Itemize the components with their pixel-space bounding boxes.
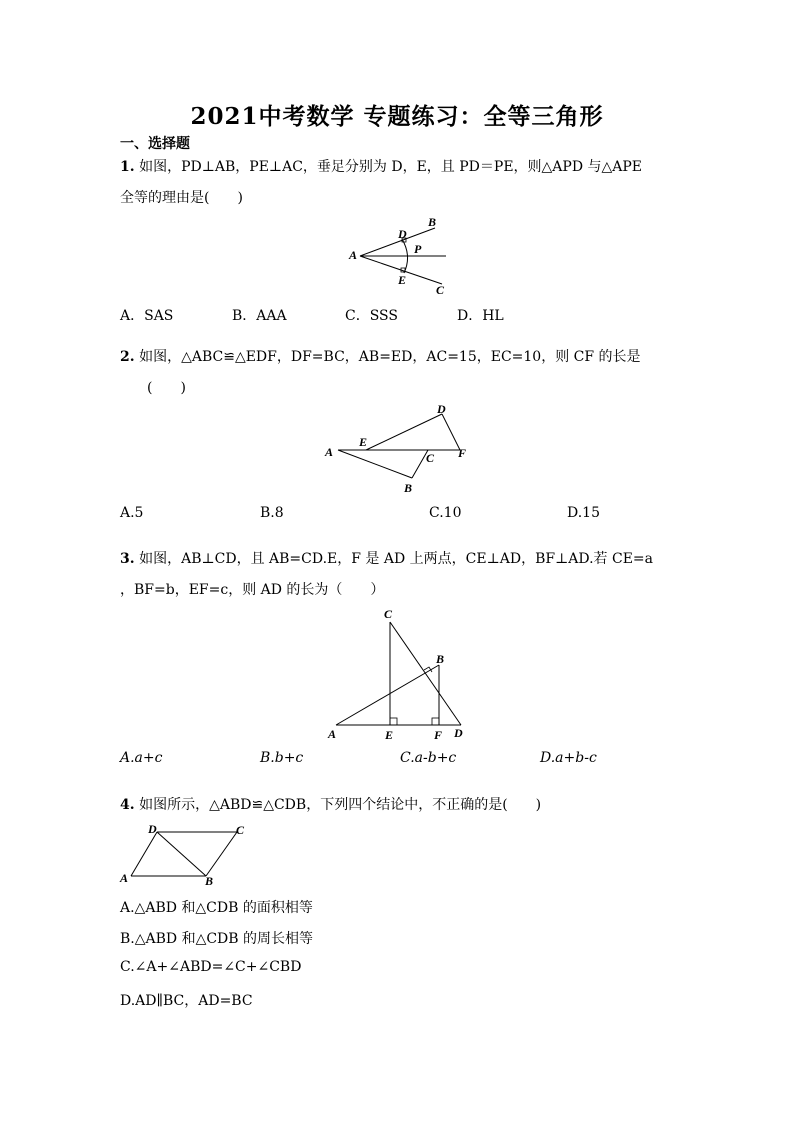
q2-option-d[interactable]: D.15 [567,505,600,521]
label-A: A [325,445,334,459]
q1-option-c[interactable]: C．SSS [345,308,398,324]
page-title: 2021中考数学 专题练习：全等三角形 [190,103,604,130]
label-B: B [205,874,214,888]
label-C: C [236,823,245,837]
question-1-stem: 1. 如图，PD⊥AB，PE⊥AC，垂足分别为 D，E，且 PD＝PE，则△APD 与△APE [120,159,643,175]
question-3 [120,544,680,606]
label-A: A [328,727,337,741]
question-2-stem-line2: ( ) [147,380,186,396]
q3-option-c[interactable]: C.a-b+c [400,750,457,766]
label-P: P [414,242,422,256]
label-F: F [458,446,467,460]
q1-option-a[interactable]: A．SAS [120,308,174,324]
q2-option-b[interactable]: B.8 [260,505,284,521]
label-B: B [404,481,413,495]
q3-option-a[interactable]: A.a+c [120,750,163,766]
question-2-figure [318,398,478,498]
label-C: C [384,607,393,621]
label-A: A [349,248,358,262]
q2-option-a[interactable]: A.5 [120,505,144,521]
label-B: B [428,215,437,229]
question-1 [120,152,680,214]
q4-option-b[interactable]: B.△ABD 和△CDB 的周长相等 [120,931,314,947]
q3-option-d[interactable]: D.a+b-c [540,750,597,766]
label-D: D [437,402,446,416]
label-D: D [148,822,157,836]
label-C: C [426,451,435,465]
label-E: E [398,273,407,287]
q1-option-b[interactable]: B．AAA [232,308,287,324]
q1-option-d[interactable]: D．HL [457,308,504,324]
question-4 [120,790,680,821]
question-1-figure [340,212,470,297]
question-1-stem-line2: 全等的理由是( ) [120,190,243,206]
label-B: B [436,652,445,666]
q4-option-a[interactable]: A.△ABD 和△CDB 的面积相等 [120,900,313,916]
question-3-stem-line2: ，BF=b，EF=c，则 AD 的长为（ ） [120,582,385,598]
q4-option-c[interactable]: C.∠A+∠ABD=∠C+∠CBD [120,959,302,975]
q3-option-b[interactable]: B.b+c [260,750,304,766]
question-2-stem: 2. 如图，△ABC≌△EDF，DF=BC，AB=ED，AC=15，EC=10，则 CF 的长是 [120,349,641,365]
q4-option-d[interactable]: D.AD∥BC，AD=BC [120,993,253,1009]
label-F: F [434,728,443,742]
label-D: D [454,726,463,740]
question-2 [120,342,680,404]
label-E: E [359,435,368,449]
label-A: A [120,871,129,885]
q2-option-c[interactable]: C.10 [429,505,462,521]
section-heading: 一、选择题 [120,136,190,152]
question-3-stem: 3. 如图，AB⊥CD，且 AB=CD.E，F 是 AD 上两点，CE⊥AD，BF⊥AD.若 CE=a [120,551,654,567]
label-D: D [398,227,407,241]
question-4-figure [112,820,262,890]
question-4-stem: 4. 如图所示，△ABD≌△CDB，下列四个结论中，不正确的是( ) [120,797,542,813]
label-E: E [385,728,394,742]
question-3-figure [318,602,478,747]
label-C: C [436,283,445,297]
